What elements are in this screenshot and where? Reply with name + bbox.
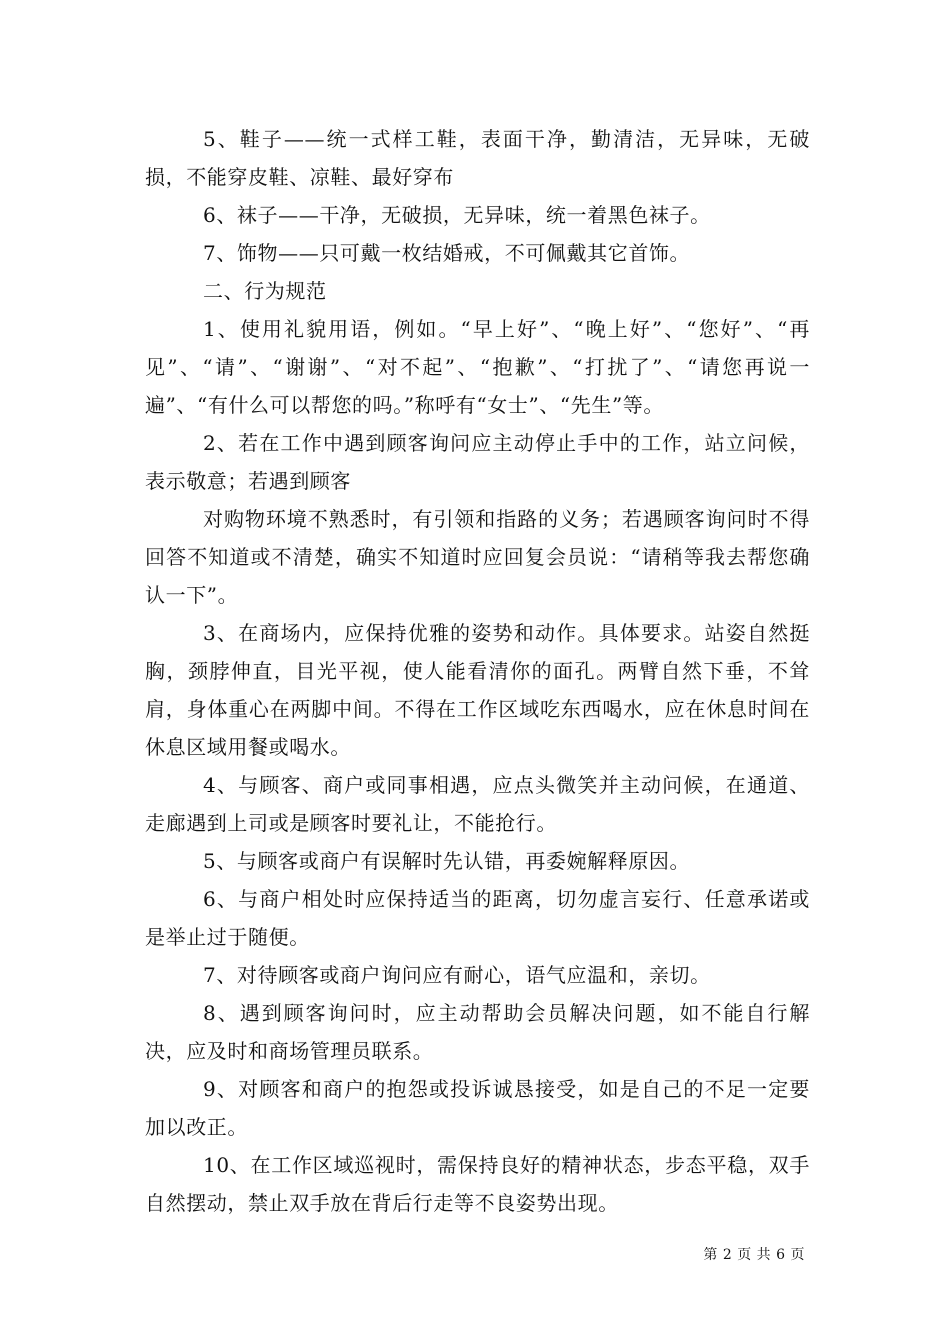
document-body: [145, 120, 810, 1222]
paragraph-accessories: 7、饰物——只可戴一枚结婚戒，不可佩戴其它首饰。: [203, 241, 691, 265]
paragraph-greeting: 4、与顾客、商户或同事相遇，应点头微笑并主动问候，在通道、走廊遇到上司或是顾客时要礼让，不能抢行。: [145, 773, 810, 835]
section-heading-behavior: 二、行为规范: [203, 279, 327, 303]
paragraph-socks: 6、袜子——干净，无破损，无异味，统一着黑色袜子。: [203, 203, 711, 227]
paragraph-distance: 6、与商户相处时应保持适当的距离，切勿虚言妄行、任意承诺或是举止过于随便。: [145, 887, 810, 949]
paragraph-help: 8、遇到顾客询问时，应主动帮助会员解决问题，如不能自行解决，应及时和商场管理员联系。: [145, 1001, 810, 1063]
paragraph-polite-language: 1、使用礼貌用语，例如。“早上好”、“晚上好”、“您好”、“再见”、“请”、“谢谢”、“对不起”、“抱歉”、“打扰了”、“请您再说一遍”、“有什么可以帮您的吗。”称呼有“女士”、“先生”等。: [145, 317, 810, 417]
paragraph-patrol: 10、在工作区域巡视时，需保持良好的精神状态，步态平稳，双手自然摆动，禁止双手放在背后行走等不良姿势出现。: [145, 1153, 810, 1215]
paragraph-complaints: 9、对顾客和商户的抱怨或投诉诚恳接受，如是自己的不足一定要加以改正。: [145, 1077, 810, 1139]
paragraph-guidance: 对购物环境不熟悉时，有引领和指路的义务；若遇顾客询问时不得回答不知道或不清楚，确实不知道时应回复会员说：“请稍等我去帮您确认一下”。: [145, 507, 810, 607]
page-number: 第 2 页 共 6 页: [703, 1247, 805, 1263]
paragraph-misunderstanding: 5、与顾客或商户有误解时先认错，再委婉解释原因。: [203, 849, 691, 873]
paragraph-posture: 3、在商场内，应保持优雅的姿势和动作。具体要求。站姿自然挺胸，颈脖伸直，目光平视，使人能看清你的面孔。两臂自然下垂，不耸肩，身体重心在两脚中间。不得在工作区域吃东西喝水，应在休息时间在休息区域用餐或喝水。: [145, 621, 810, 759]
paragraph-patience: 7、对待顾客或商户询问应有耐心，语气应温和，亲切。: [203, 963, 711, 987]
paragraph-customer-inquiry: 2、若在工作中遇到顾客询问应主动停止手中的工作，站立问候，表示敬意；若遇到顾客: [145, 431, 810, 493]
paragraph-shoes: 5、鞋子——统一式样工鞋，表面干净，勤清洁，无异味，无破损，不能穿皮鞋、凉鞋、最好穿布: [145, 127, 810, 189]
